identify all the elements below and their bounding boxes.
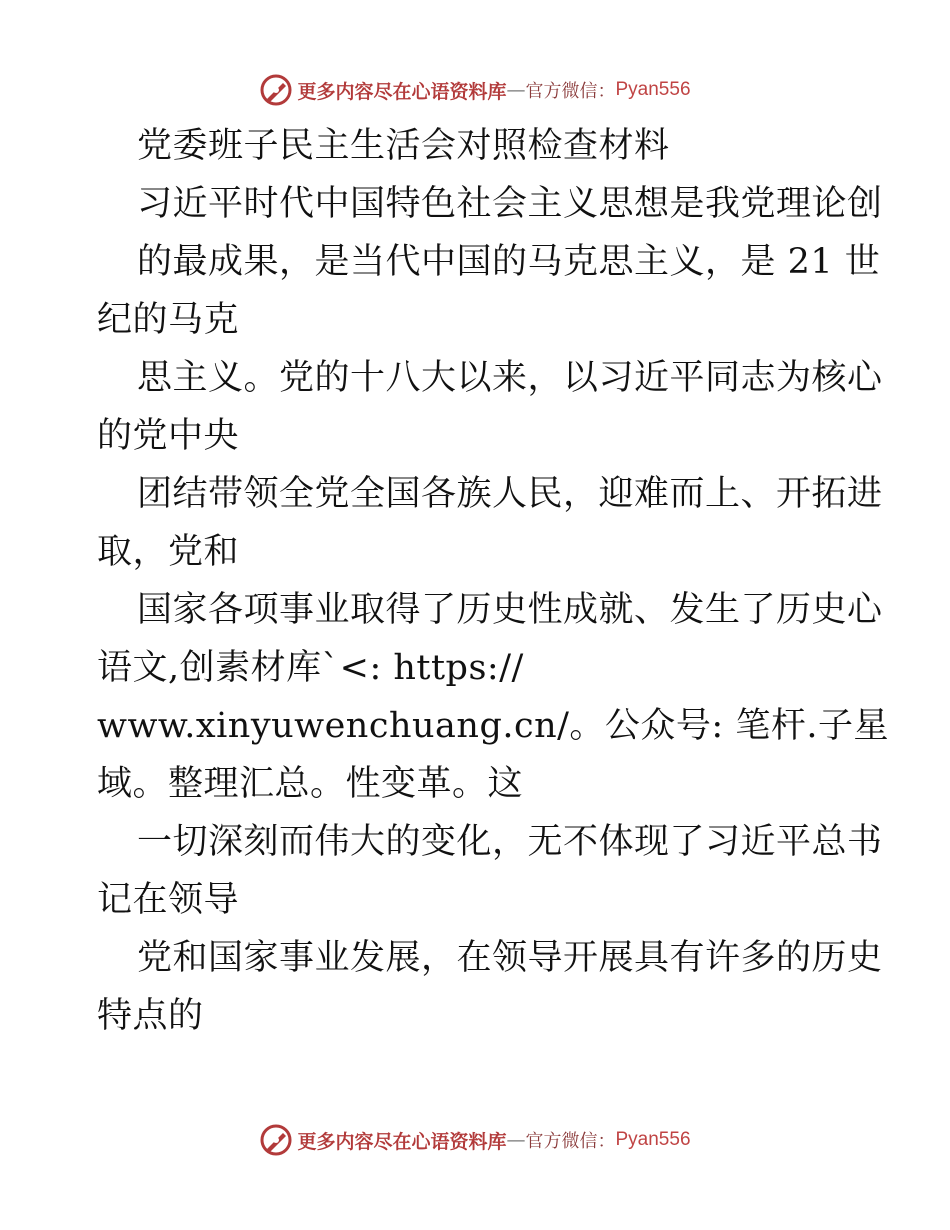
text-line: 域。整理汇总。性变革。这	[97, 764, 524, 804]
banner-site-text: 更多内容尽在心语资料库	[297, 1130, 507, 1153]
text-line: 语文,创素材库`<: https://	[97, 648, 524, 688]
document-title: 党委班子民主生活会对照检查材料	[137, 126, 670, 166]
banner-site-text: 更多内容尽在心语资料库	[297, 80, 507, 103]
text-line: 思主义。党的十八大以来，以习近平同志为核心	[137, 358, 883, 398]
pen-logo-icon	[259, 73, 293, 107]
banner-dash: —	[506, 1129, 526, 1151]
text-line: 纪的马克	[97, 300, 240, 340]
text-line: 习近平时代中国特色社会主义思想是我党理论创	[137, 184, 883, 224]
text-line: 的党中央	[97, 416, 240, 456]
banner-wechat-label: 官方微信：	[525, 81, 616, 102]
pen-logo-icon	[259, 1123, 293, 1157]
text-line: 取，党和	[97, 532, 240, 572]
banner-wechat-id: Pyan556	[615, 79, 691, 100]
text-line: 团结带领全党全国各族人民，迎难而上、开拓进	[137, 474, 883, 514]
banner-wechat-label: 官方微信：	[525, 1131, 616, 1152]
footer-banner	[0, 1120, 950, 1160]
text-line: 党和国家事业发展，在领导开展具有许多的历史	[137, 938, 883, 978]
text-line: 记在领导	[97, 880, 240, 920]
text-line: 国家各项事业取得了历史性成就、发生了历史心	[137, 590, 883, 630]
banner-dash: —	[506, 79, 526, 101]
text-line: www.xinyuwenchuang.cn/。公众号: 笔杆.子星	[97, 706, 889, 746]
text-line: 一切深刻而伟大的变化，无不体现了习近平总书	[137, 822, 883, 862]
text-line: 特点的	[97, 996, 204, 1036]
text-line: 的最成果，是当代中国的马克思主义，是 21 世	[137, 242, 881, 282]
banner-wechat-id: Pyan556	[615, 1129, 691, 1150]
header-banner	[0, 70, 950, 110]
